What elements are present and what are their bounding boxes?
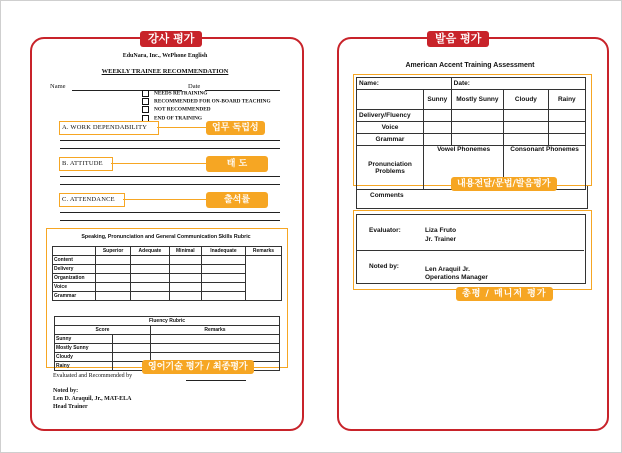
attitude-label: B. ATTITUDE bbox=[62, 160, 103, 167]
fluency-row-label: Rainy bbox=[55, 362, 113, 371]
criteria-grammar: Grammar bbox=[357, 134, 424, 146]
col-superior: Superior bbox=[96, 247, 131, 256]
rubric-title: Speaking, Pronunciation and General Communication Skills Rubric bbox=[81, 234, 251, 240]
option-end-of-training[interactable]: END OF TRAINING bbox=[142, 115, 271, 123]
fluency-title: Fluency Rubric bbox=[55, 317, 280, 326]
col-inadequate: Inadequate bbox=[201, 247, 245, 256]
vowel-phonemes: Vowel Phonemes bbox=[424, 146, 504, 190]
company-name: EduNara, Inc., WePhone English bbox=[122, 53, 208, 59]
pronunciation-evaluation-tab: 발음 평가 bbox=[427, 31, 489, 47]
weather-cloudy: Cloudy bbox=[504, 90, 548, 110]
assessment-title: American Accent Training Assessment bbox=[405, 62, 535, 69]
col-adequate: Adequate bbox=[131, 247, 170, 256]
fluency-col-remarks: Remarks bbox=[151, 326, 280, 335]
row-label: Voice bbox=[53, 283, 96, 292]
attendance-label: C. ATTENDANCE bbox=[62, 196, 115, 203]
attendance-pill: 출석률 bbox=[206, 192, 268, 208]
date-label: Date bbox=[188, 83, 201, 90]
name-label: Name bbox=[50, 83, 66, 90]
skills-rubric-table bbox=[52, 246, 282, 301]
work-dependability-label: A. WORK DEPENDABILITY bbox=[62, 124, 148, 131]
signer-title: Head Trainer bbox=[53, 404, 88, 410]
signer-name: Len D. Araquil, Jr., MAT-ELA bbox=[53, 396, 132, 402]
pronunciation-problems-label: Pronunciation Problems bbox=[357, 146, 424, 190]
criteria-delivery: Delivery/Fluency bbox=[357, 110, 424, 122]
evaluator-name: Liza Fruto bbox=[425, 227, 457, 234]
criteria-voice: Voice bbox=[357, 122, 424, 134]
row-label: Organization bbox=[53, 274, 96, 283]
fluency-row-label: Cloudy bbox=[55, 353, 113, 362]
weather-mostly-sunny: Mostly Sunny bbox=[451, 90, 504, 110]
date-field-label: Date: bbox=[451, 78, 585, 90]
noted-name: Len Araquil Jr. bbox=[425, 266, 470, 273]
evaluator-title: Jr. Trainer bbox=[425, 236, 457, 243]
option-recommended[interactable]: RECOMMENDED FOR ON-BOARD TEACHING bbox=[142, 98, 271, 106]
name-field-label: Name: bbox=[357, 78, 452, 90]
evaluated-by-label: Evaluated and Recommended by bbox=[53, 373, 133, 379]
attitude-pill: 태 도 bbox=[206, 156, 268, 172]
consonant-phonemes: Consonant Phonemes bbox=[504, 146, 586, 190]
weather-rainy: Rainy bbox=[548, 90, 585, 110]
weather-sunny: Sunny bbox=[424, 90, 452, 110]
content-grammar-pronunciation-pill: 내용전달/문법/발음평가 bbox=[451, 177, 557, 191]
row-label: Content bbox=[53, 256, 96, 265]
work-dependability-pill: 업무 독립성 bbox=[206, 121, 265, 135]
noted-by-label: Noted by: bbox=[53, 388, 79, 394]
instructor-evaluation-tab: 강사 평가 bbox=[140, 31, 202, 47]
option-not-recommended[interactable]: NOT RECOMMENDED bbox=[142, 106, 271, 114]
english-skills-pill: 영어기술 평가 / 최종평가 bbox=[142, 360, 254, 374]
checkbox[interactable] bbox=[142, 90, 149, 97]
checkbox[interactable] bbox=[142, 106, 149, 113]
overall-manager-pill: 총평 / 매니저 평가 bbox=[456, 287, 553, 301]
fluency-row-label: Mostly Sunny bbox=[55, 344, 113, 353]
row-label: Grammar bbox=[53, 292, 96, 301]
fluency-row-label: Sunny bbox=[55, 335, 113, 344]
noted-title: Operations Manager bbox=[425, 274, 488, 281]
noted-label: Noted by: bbox=[369, 263, 399, 270]
option-list bbox=[142, 90, 271, 123]
form-title: WEEKLY TRAINEE RECOMMENDATION bbox=[101, 68, 229, 75]
comments-label: Comments bbox=[370, 192, 404, 199]
fluency-col-score: Score bbox=[55, 326, 151, 335]
col-remarks: Remarks bbox=[245, 247, 281, 256]
checkbox[interactable] bbox=[142, 98, 149, 105]
row-label: Delivery bbox=[53, 265, 96, 274]
option-needs-retraining[interactable]: NEEDS RETRAINING bbox=[142, 90, 271, 98]
evaluator-label: Evaluator: bbox=[369, 227, 401, 234]
accent-assessment-table bbox=[356, 77, 586, 190]
col-minimal: Minimal bbox=[169, 247, 201, 256]
